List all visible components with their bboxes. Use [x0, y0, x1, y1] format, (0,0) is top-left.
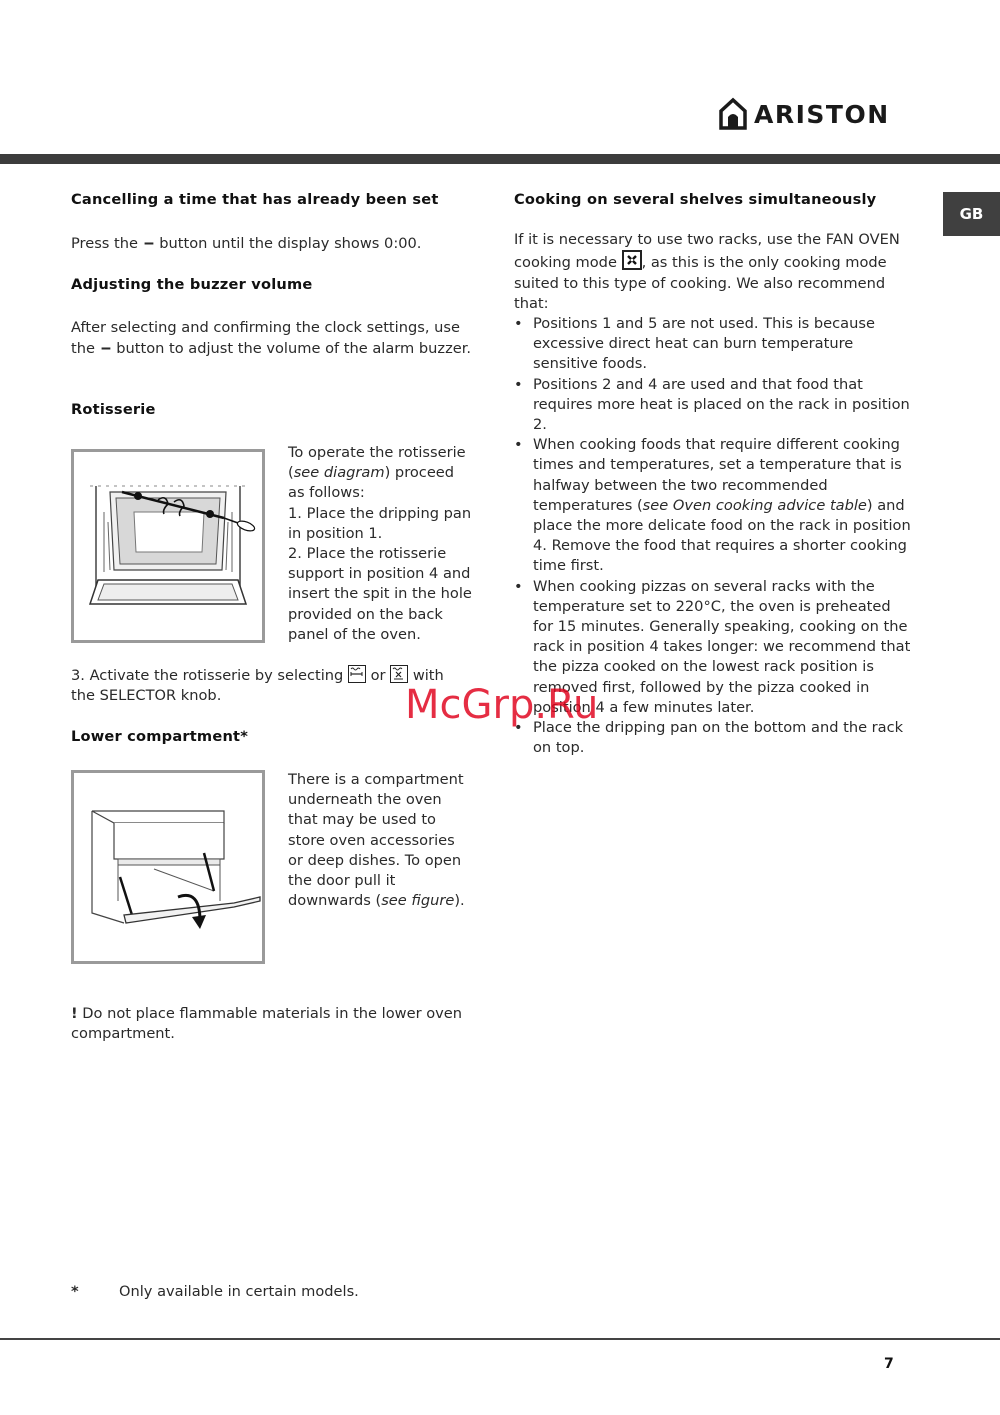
advice-table-ref: see Oven cooking advice table	[642, 496, 867, 514]
see-figure-ref: see figure	[381, 892, 455, 910]
ariston-house-icon	[718, 97, 748, 131]
buzzer-text	[71, 318, 471, 359]
right-column	[514, 190, 914, 758]
cancel-time-text	[71, 233, 471, 254]
warning-note	[71, 1004, 471, 1044]
buzzer-text-b: button to adjust the volume of the alarm buzzer.	[116, 340, 472, 358]
see-diagram-ref: see diagram	[293, 464, 385, 482]
list-item: • When cooking pizzas on several racks with the temperature set to 220°C, the oven is preheated for 15 minutes. Generally speaking, cooking on the rack in position 4 takes longer: we recommend that the pizza cooked on the lowest rack position is removed first, followed by the pizza cooked in position 4 a few minutes later.	[514, 577, 914, 718]
list-item: • Place the dripping pan on the bottom and the rack on top.	[514, 718, 914, 758]
watermark: McGrp.Ru	[405, 682, 599, 728]
header-rule	[0, 154, 1000, 164]
rotisserie-heading: Rotisserie	[71, 401, 156, 418]
intro-b: , as this is the only cooking mode suited to this type of cooking. We also recommend that:	[514, 254, 887, 312]
several-shelves-heading: Cooking on several shelves simultaneously	[514, 191, 877, 208]
oven-rotisserie-illustration	[74, 452, 262, 640]
rot-step3-b: with the SELECTOR knob.	[71, 667, 444, 705]
lower-compartment-diagram	[71, 770, 265, 964]
brand-logo	[718, 96, 890, 132]
footer-rule	[0, 1338, 1000, 1340]
several-shelves-intro	[514, 230, 914, 314]
rotisserie-fan-grill-icon	[390, 665, 408, 683]
buzzer-text-a: After selecting and confirming the clock settings, use the	[71, 319, 460, 358]
lower-compartment-text	[288, 770, 473, 911]
rot-step3-or: or	[370, 667, 386, 684]
lower-compartment-paragraph	[288, 770, 473, 911]
rotisserie-step-2: 2. Place the rotisserie support in position 4 and insert the spit in the hole provided on the back panel of the oven.	[288, 545, 472, 643]
lower-compartment-heading: Lower compartment*	[71, 728, 249, 745]
rot-intro-a: To operate the rotisserie (	[288, 444, 466, 482]
intro-a: If it is necessary to use two racks, use the FAN OVEN cooking mode	[514, 231, 900, 272]
buzzer-heading: Adjusting the buzzer volume	[71, 276, 313, 293]
lower-compartment-illustration	[74, 773, 262, 961]
bullet3-a: When cooking foods that require different cooking times and temperatures, set a temperature that is halfway between the two recommended temperatures (	[533, 436, 902, 514]
rot-intro-b: ) proceed as follows:	[288, 464, 455, 502]
rotisserie-intro	[288, 443, 473, 504]
lower-text-a: There is a compartment underneath the oven that may be used to store oven accessories or deep dishes. To open the door pull it downwards (	[288, 771, 464, 910]
rotisserie-instructions	[288, 443, 473, 645]
rotisserie-grill-icon	[348, 665, 366, 683]
warning-mark: !	[71, 1005, 78, 1022]
cancel-time-heading: Cancelling a time that has already been set	[71, 191, 439, 208]
rotisserie-diagram	[71, 449, 265, 643]
bullet3-b: ) and place the more delicate food on the rack in position 4. Remove the food that requires a shorter cooking time first.	[533, 496, 911, 575]
rotisserie-step-1: 1. Place the dripping pan in position 1.	[288, 504, 472, 542]
list-item	[514, 435, 914, 576]
cancel-text-a: Press the	[71, 235, 138, 252]
list-item: • Positions 2 and 4 are used and that food that requires more heat is placed on the rack in position 2.	[514, 375, 914, 436]
fan-oven-icon	[622, 250, 642, 270]
warning-text: Do not place flammable materials in the lower oven compartment.	[71, 1005, 463, 1043]
rot-step3-a: 3. Activate the rotisserie by selecting	[71, 667, 344, 684]
footnote-text: Only available in certain models.	[119, 1283, 359, 1300]
minus-button-symbol: –	[99, 338, 112, 358]
list-item: • Positions 1 and 5 are not used. This is because excessive direct heat can burn temperature sensitive foods.	[514, 314, 914, 375]
language-tab: GB	[943, 192, 1000, 236]
footnote-marker: *	[71, 1283, 79, 1300]
page-number: 7	[884, 1356, 894, 1372]
footnote	[71, 1283, 359, 1300]
lower-text-b: ).	[454, 892, 465, 910]
minus-button-symbol: –	[143, 233, 155, 252]
brand-name: ARISTON	[754, 99, 890, 129]
cancel-text-b: button until the display shows 0:00.	[159, 235, 422, 252]
